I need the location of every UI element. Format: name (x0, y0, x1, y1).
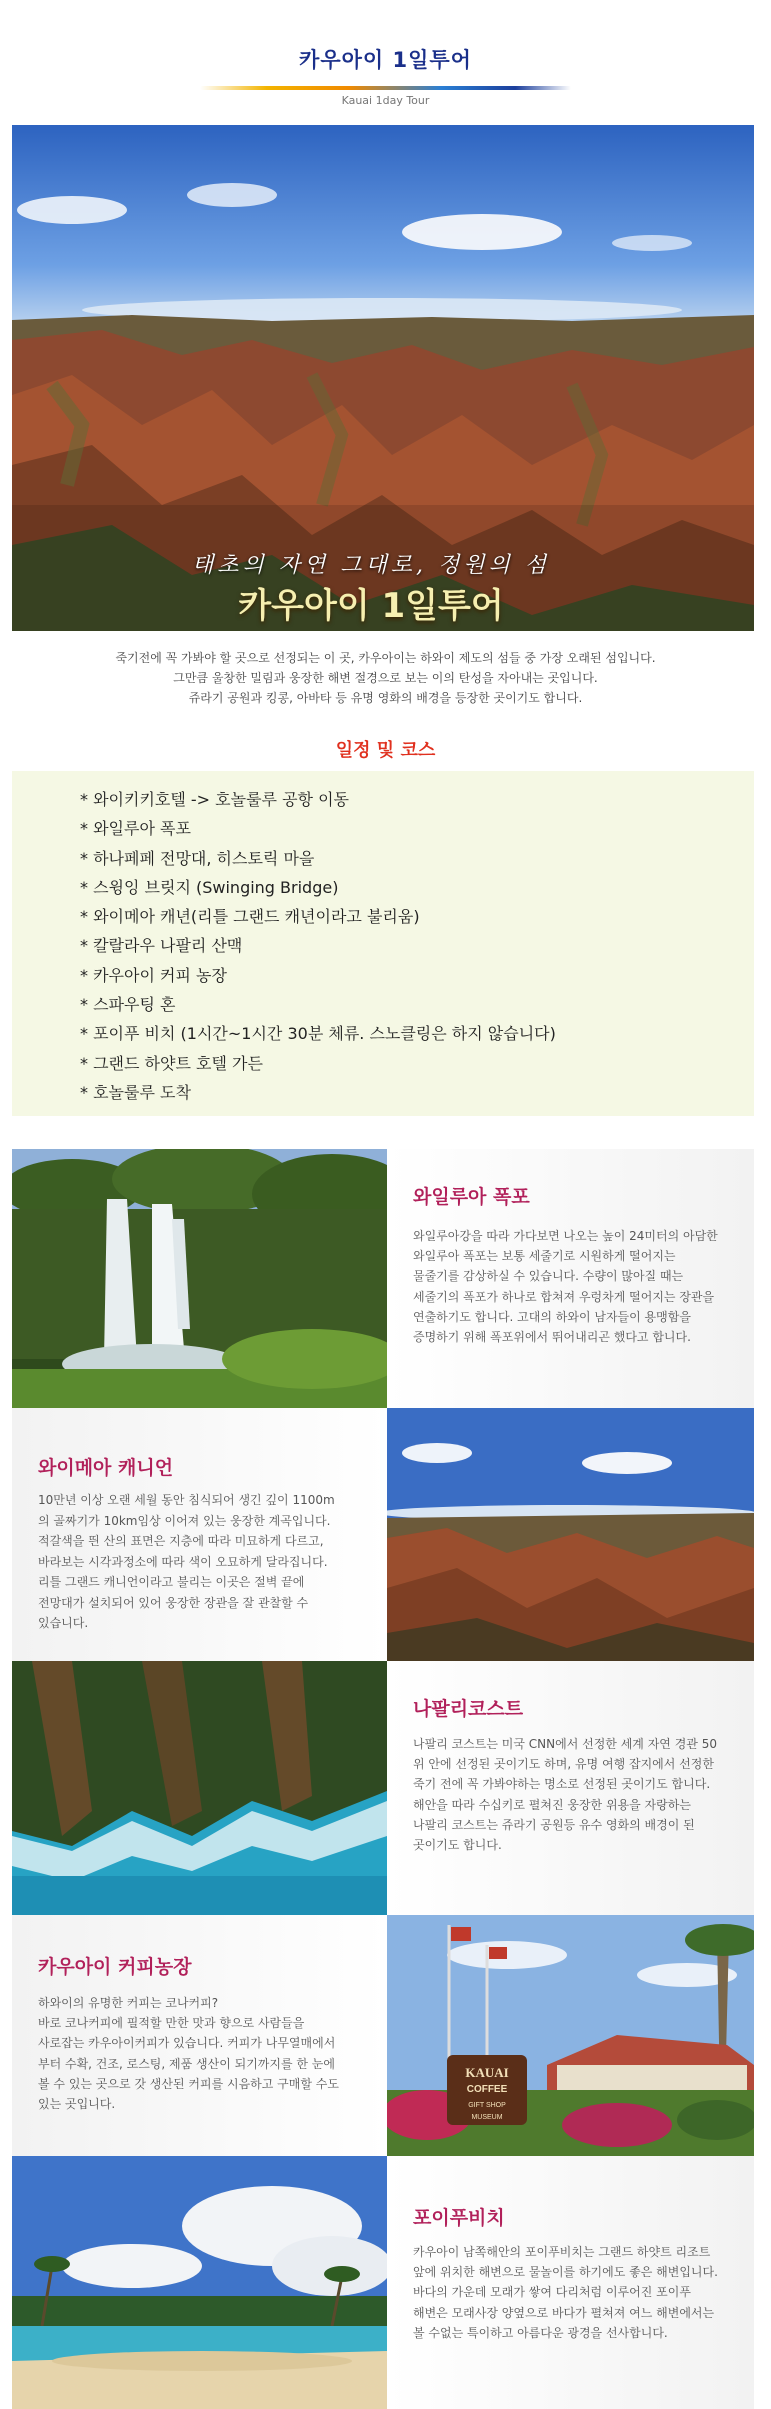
kauai-coffee-image (387, 1915, 754, 2156)
section-body (413, 1734, 717, 1855)
section-title: 포이푸비치 (413, 2207, 505, 2229)
body-line: 부터 수확, 건조, 로스팅, 제품 생산이 되기까지를 한 눈에 (38, 2056, 335, 2071)
coffee-farm-illustration (387, 1915, 754, 2156)
wailua-falls-image (12, 1149, 387, 1408)
body-line: 증명하기 위해 폭포위에서 뛰어내리곤 했다고 합니다. (413, 1330, 691, 1345)
schedule-item: * 스윙잉 브릿지 (Swinging Bridge) (80, 877, 339, 897)
poipu-beach-image (12, 2156, 387, 2409)
body-line: 전망대가 설치되어 있어 웅장한 장관을 잘 관찰할 수 (38, 1595, 309, 1610)
wailua-falls-text (387, 1149, 754, 1408)
page-subtitle: Kauai 1day Tour (341, 94, 430, 107)
intro-line: 쥬라기 공원과 킹콩, 아바타 등 유명 영화의 배경을 등장한 곳이기도 합니다. (188, 691, 583, 705)
section-body (38, 1993, 339, 2114)
section-body (413, 1226, 718, 1347)
intro-text (0, 648, 771, 708)
schedule-item: * 와이키키호텔 -> 호놀룰루 공항 이동 (80, 790, 349, 809)
body-line: 카우아이 남쪽해안의 포이푸비치는 그랜드 하얏트 리조트 (413, 2245, 711, 2259)
waterfall-illustration (12, 1149, 387, 1408)
napali-coast-image (12, 1661, 387, 1915)
body-line: 볼 수 있는 곳으로 갓 생산된 커피를 시음하고 구매할 수도 (38, 2076, 339, 2091)
intro-line: 죽기전에 꼭 가봐야 할 곳으로 선정되는 이 곳, 카우아이는 하와이 제도의 섬들 중 가장 오래된 섬입니다. (115, 651, 656, 665)
body-line: 곳이기도 합니다. (413, 1838, 502, 1853)
schedule-item: * 와이메아 캐년(리틀 그랜드 캐년이라고 불리움) (80, 907, 420, 927)
body-line: 있습니다. (38, 1616, 89, 1630)
body-line: 바다의 가운데 모래가 쌓여 다리처럼 이루어진 포이푸 (413, 2285, 691, 2300)
body-line: 연출하기도 합니다. 고대의 하와이 남자들이 용맹함을 (413, 1309, 691, 1324)
body-line: 물줄기를 감상하실 수 있습니다. 수량이 많아질 때는 (413, 1269, 684, 1284)
body-line: 나팔리 코스트는 쥬라기 공원등 유수 영화의 배경이 된 (413, 1817, 695, 1832)
body-line: 나팔리 코스트는 미국 CNN에서 선정한 세계 자연 경관 50 (413, 1737, 717, 1751)
section-poipu-beach (12, 2156, 754, 2409)
waimea-canyon-text (12, 1408, 387, 1661)
schedule-item: * 스파우팅 혼 (80, 995, 176, 1015)
body-line: 위 안에 선정된 곳이기도 하며, 유명 여행 잡지에서 선정한 (413, 1757, 714, 1772)
schedule-item: * 포이푸 비치 (1시간~1시간 30분 체류. 스노클링은 하지 않습니다) (80, 1024, 556, 1044)
page-header (0, 0, 771, 125)
schedule-item: * 칼랄라우 나팔리 산맥 (80, 936, 243, 956)
body-line: 해안을 따라 수십키로 펼쳐진 웅장한 위용을 자랑하는 (413, 1797, 691, 1812)
body-line: 와일루아강을 따라 가다보면 나오는 높이 24미터의 아담한 (413, 1229, 718, 1243)
body-line: 의 골짜기가 10km임상 이어져 있는 웅장한 계곡입니다. (38, 1513, 331, 1528)
schedule-list (12, 771, 754, 1107)
body-line: 사로잡는 카우아이커피가 있습니다. 커피가 나무열매에서 (38, 2036, 336, 2051)
schedule-item: * 하나페페 전망대, 히스토릭 마을 (80, 848, 315, 868)
section-waimea-canyon (12, 1408, 754, 1661)
page-title: 카우아이 1일투어 (299, 48, 472, 72)
section-title: 와이메아 캐니언 (38, 1457, 174, 1479)
schedule-item: * 그랜드 하얏트 호텔 가든 (80, 1053, 263, 1073)
intro-line: 그만큼 울창한 밀림과 웅장한 해변 절경으로 보는 이의 탄성을 자아내는 곳입니다. (173, 671, 598, 685)
body-line: 세줄기의 폭포가 하나로 합쳐져 우렁차게 떨어지는 장관을 (413, 1289, 715, 1304)
body-line: 앞에 위치한 해변으로 물놀이를 하기에도 좋은 해변입니다. (413, 2265, 718, 2280)
body-line: 바로 코나커피에 필적할 만한 맛과 향으로 사람들을 (38, 2016, 305, 2031)
hero-caption-big: 카우아이 1일투어 (238, 586, 504, 626)
poipu-beach-text (387, 2156, 754, 2409)
section-body (38, 1490, 335, 1634)
section-body (413, 2242, 718, 2343)
schedule-item: * 카우아이 커피 농장 (80, 965, 227, 985)
sign-word: COFFEE (466, 2084, 508, 2095)
body-line: 죽기 전에 꼭 가봐야하는 명소로 선정된 곳이기도 합니다. (413, 1777, 711, 1792)
canyon-illustration (387, 1408, 754, 1661)
hero-caption-small: 태초의 자연 그대로, 정원의 섬 (192, 553, 550, 578)
body-line: 있는 곳입니다. (38, 2097, 116, 2112)
body-line: 적갈색을 띈 산의 표면은 지층에 따라 미묘하게 다르고, (38, 1534, 324, 1548)
body-line: 와일루아 폭포는 보통 세줄기로 시원하게 떨어지는 (413, 1249, 676, 1264)
body-line: 볼 수없는 특이하고 아름다운 광경을 선사합니다. (413, 2325, 668, 2340)
waimea-canyon-image (387, 1408, 754, 1661)
body-line: 해변은 모래사장 양옆으로 바다가 펼쳐져 여느 해변에서는 (413, 2305, 715, 2320)
coast-illustration (12, 1661, 387, 1915)
schedule-item: * 호놀룰루 도착 (80, 1082, 191, 1102)
schedule-title: 일정 및 코스 (335, 740, 436, 761)
schedule-box (12, 771, 754, 1116)
beach-illustration (12, 2156, 387, 2409)
sign-gift: GIFT SHOP (468, 2102, 506, 2109)
section-title: 카우아이 커피농장 (38, 1956, 192, 1978)
schedule-item: * 와일루아 폭포 (80, 819, 191, 839)
body-line: 바라보는 시각과정소에 따라 색이 오묘하게 달라집니다. (38, 1554, 328, 1569)
napali-coast-text (387, 1661, 754, 1915)
sign-brand: KAUAI (465, 2065, 509, 2080)
body-line: 리틀 그랜드 캐니언이라고 불리는 이곳은 절벽 끝에 (38, 1575, 305, 1589)
section-title: 나팔리코스트 (413, 1698, 524, 1720)
section-napali-coast (12, 1661, 754, 1915)
kauai-coffee-text (12, 1915, 387, 2156)
body-line: 10만년 이상 오랜 세월 동안 침식되어 생긴 깊이 1100m (38, 1493, 335, 1507)
section-wailua-falls (12, 1149, 754, 1408)
section-title: 와일루아 폭포 (413, 1186, 530, 1208)
body-line: 하와이의 유명한 커피는 코나커피? (38, 1996, 219, 2010)
title-underline (200, 86, 571, 90)
sign-museum: MUSEUM (471, 2114, 503, 2121)
section-kauai-coffee (12, 1915, 754, 2156)
